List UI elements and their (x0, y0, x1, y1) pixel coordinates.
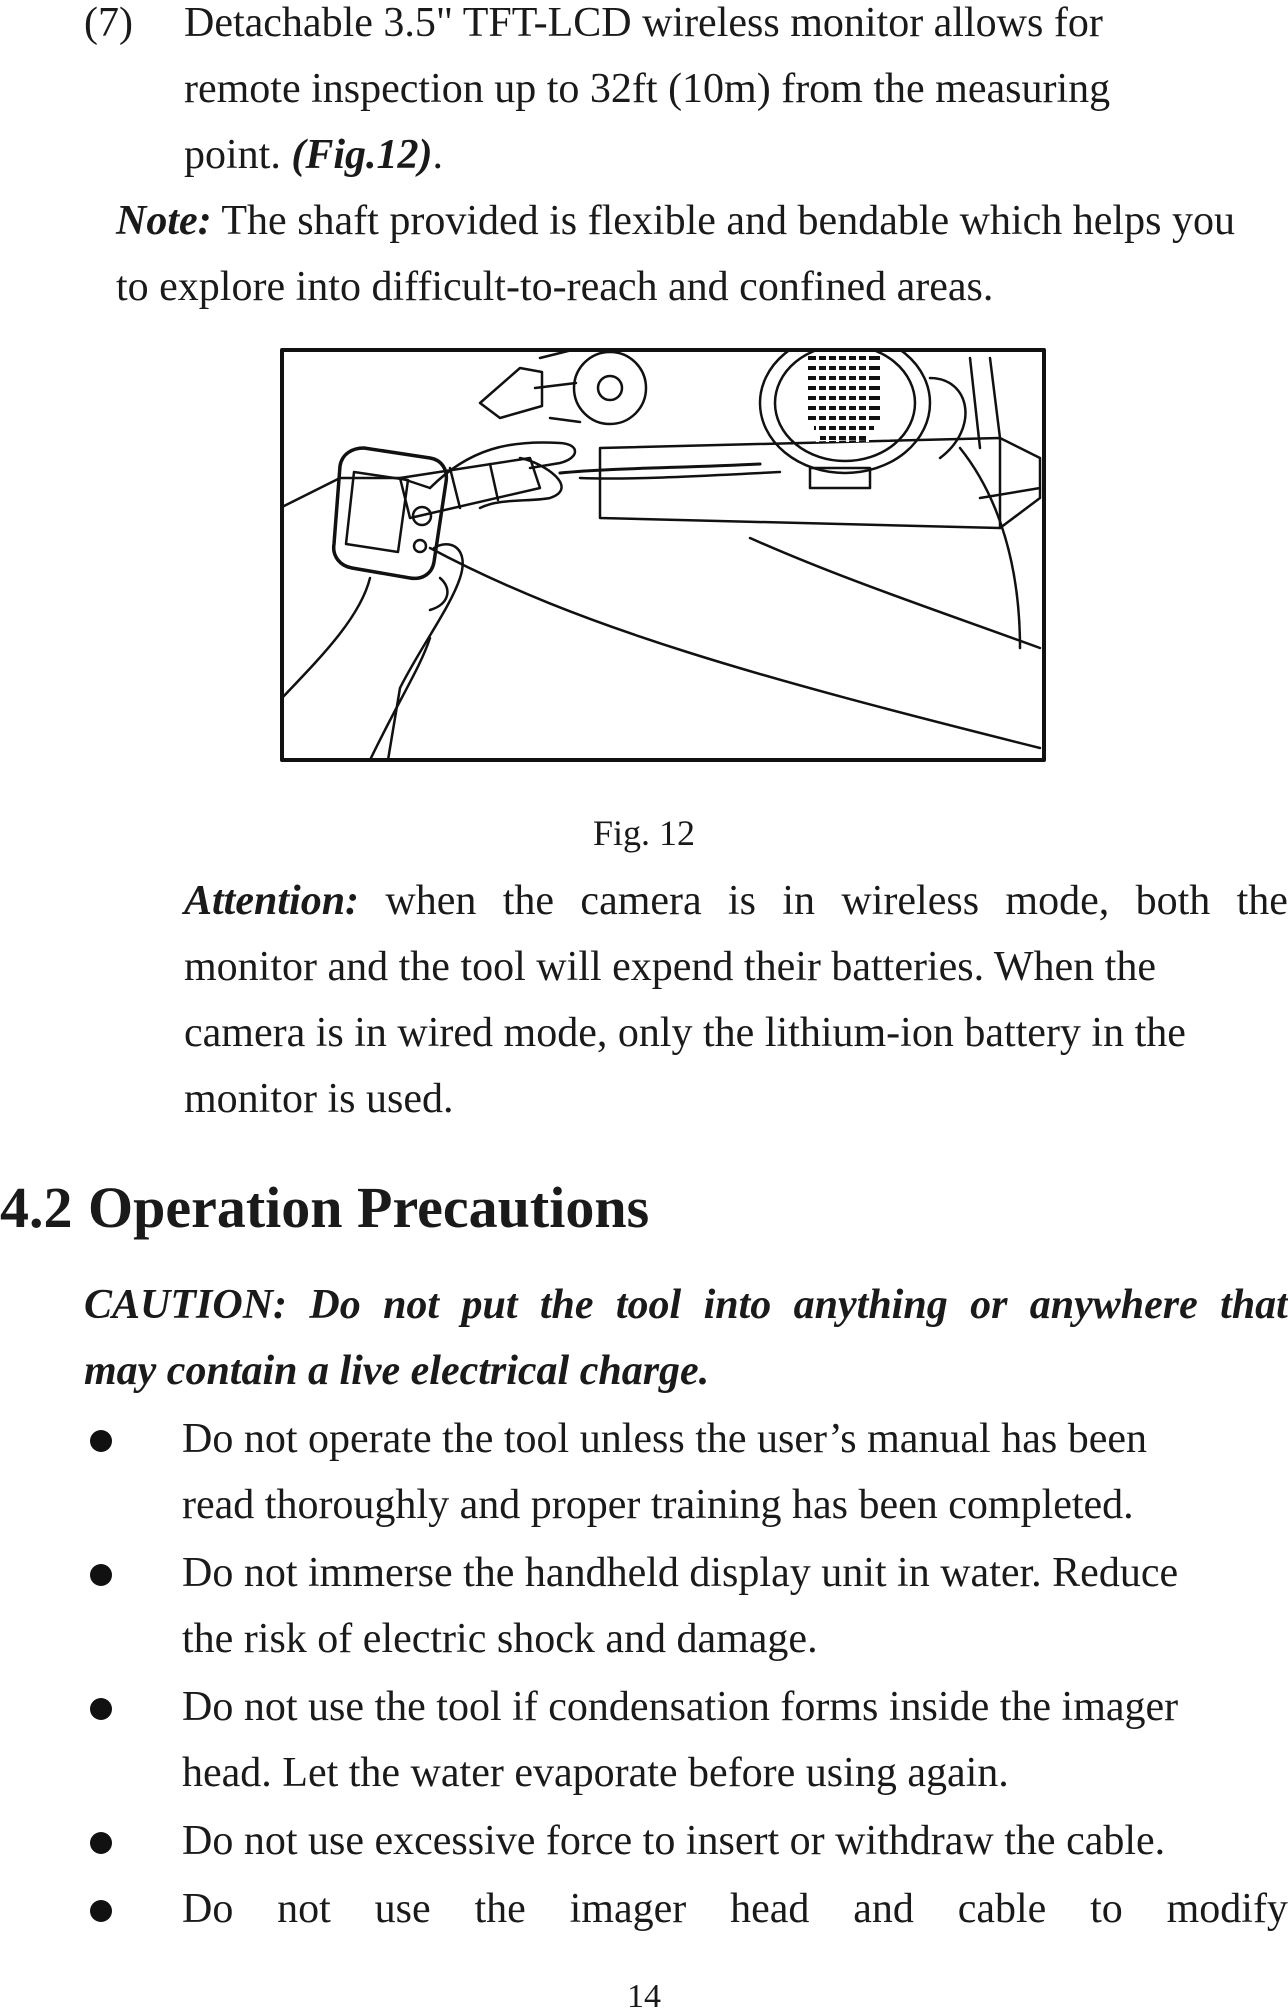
bullet-5-line-1 (182, 1888, 1288, 1930)
attention-line-1 (184, 880, 1288, 922)
bullet-dot (90, 1430, 112, 1452)
bullet-5-word: to (1090, 1886, 1123, 1932)
caution-word: put (461, 1282, 518, 1328)
motor-housing (574, 352, 646, 424)
attention-word: the (502, 878, 555, 924)
attention-word: in (782, 878, 816, 924)
right-hand (430, 442, 575, 488)
bullet-5-word: use (374, 1886, 431, 1932)
note-line-1 (116, 200, 1235, 242)
attention-word: camera (580, 878, 702, 924)
item-7-end-punct: . (432, 132, 443, 178)
attention-word: the (1236, 878, 1288, 924)
tool-handle (400, 458, 540, 518)
bullet-1-line-2: read thoroughly and proper training has been completed. (182, 1482, 1134, 1528)
note-line-1-text: The shaft provided is flexible and bendable which helps you (221, 198, 1235, 244)
bullet-1-line-1: Do not operate the tool unless the user’s manual has been (182, 1416, 1147, 1462)
caution-word: or (970, 1282, 1008, 1328)
bullet-2-line-1: Do not immerse the handheld display unit in water. Reduce (182, 1550, 1179, 1596)
bullet-5-word: Do (182, 1886, 234, 1932)
caution-word: the (539, 1282, 594, 1328)
monitor-screen (346, 472, 408, 552)
bullet-dot (90, 1900, 112, 1922)
attention-word: wireless (841, 878, 980, 924)
caution-word: that (1220, 1282, 1288, 1328)
bullet-dot (90, 1698, 112, 1720)
machine-base (600, 438, 1040, 528)
caution-word: anywhere (1029, 1282, 1198, 1328)
caution-word: tool (615, 1282, 682, 1328)
floor-edge (430, 548, 1040, 748)
bullet-5-word: modify (1166, 1886, 1288, 1932)
caution-word: into (703, 1282, 772, 1328)
fig-12-reference: (Fig.12) (291, 132, 433, 178)
bullet-5-word: and (853, 1886, 914, 1932)
attention-label: Attention: (184, 878, 360, 924)
bullet-5-word: head (730, 1886, 810, 1932)
attention-word: both (1135, 878, 1211, 924)
attention-line-3: camera is in wired mode, only the lithium-ion battery in the (184, 1010, 1186, 1056)
caution-line-1 (84, 1284, 1288, 1326)
bullet-5-word: the (474, 1886, 526, 1932)
bullet-dot (90, 1832, 112, 1854)
attention-line-2: monitor and the tool will expend their batteries. When the (184, 944, 1156, 990)
item-7-marker: (7) (84, 0, 133, 46)
bullet-3-line-2: head. Let the water evaporate before using again. (182, 1750, 1009, 1796)
item-7-line-3 (184, 134, 443, 176)
bullet-3-line-1: Do not use the tool if condensation forms inside the imager (182, 1684, 1179, 1730)
bullet-4-line-1: Do not use excessive force to insert or withdraw the cable. (182, 1818, 1166, 1864)
left-hand (282, 578, 370, 698)
note-line-2: to explore into difficult-to-reach and confined areas. (116, 264, 994, 310)
item-7-line-3-text: point. (184, 132, 281, 178)
section-number: 4.2 (0, 1175, 73, 1240)
section-heading (0, 1174, 649, 1241)
attention-word: when (385, 878, 477, 924)
bullet-2-line-2: the risk of electric shock and damage. (182, 1616, 818, 1662)
figure-12-caption: Fig. 12 (592, 813, 696, 853)
caution-word: anything (793, 1282, 948, 1328)
attention-line-4: monitor is used. (184, 1076, 454, 1122)
bullet-5-word: imager (569, 1886, 687, 1932)
machine-bracket (480, 368, 542, 418)
figure-12-illustration (280, 348, 1046, 762)
bench-edge (750, 538, 1040, 648)
caution-word: not (383, 1282, 440, 1328)
attention-word: mode, (1005, 878, 1110, 924)
caution-line-2: may contain a live electrical charge. (84, 1348, 710, 1394)
item-7-line-1: Detachable 3.5" TFT-LCD wireless monitor allows for (184, 0, 1103, 46)
note-label: Note: (116, 198, 212, 244)
bullet-dot (90, 1564, 112, 1586)
item-7-line-2: remote inspection up to 32ft (10m) from the measuring (184, 66, 1111, 112)
caution-word: Do (309, 1282, 361, 1328)
attention-word: is (728, 878, 757, 924)
page-number: 14 (627, 1978, 661, 2015)
flexible-cable (560, 464, 760, 473)
bullet-5-word: cable (957, 1886, 1047, 1932)
caution-word: CAUTION: (84, 1282, 288, 1328)
bullet-5-word: not (277, 1886, 331, 1932)
section-title: Operation Precautions (88, 1175, 650, 1240)
